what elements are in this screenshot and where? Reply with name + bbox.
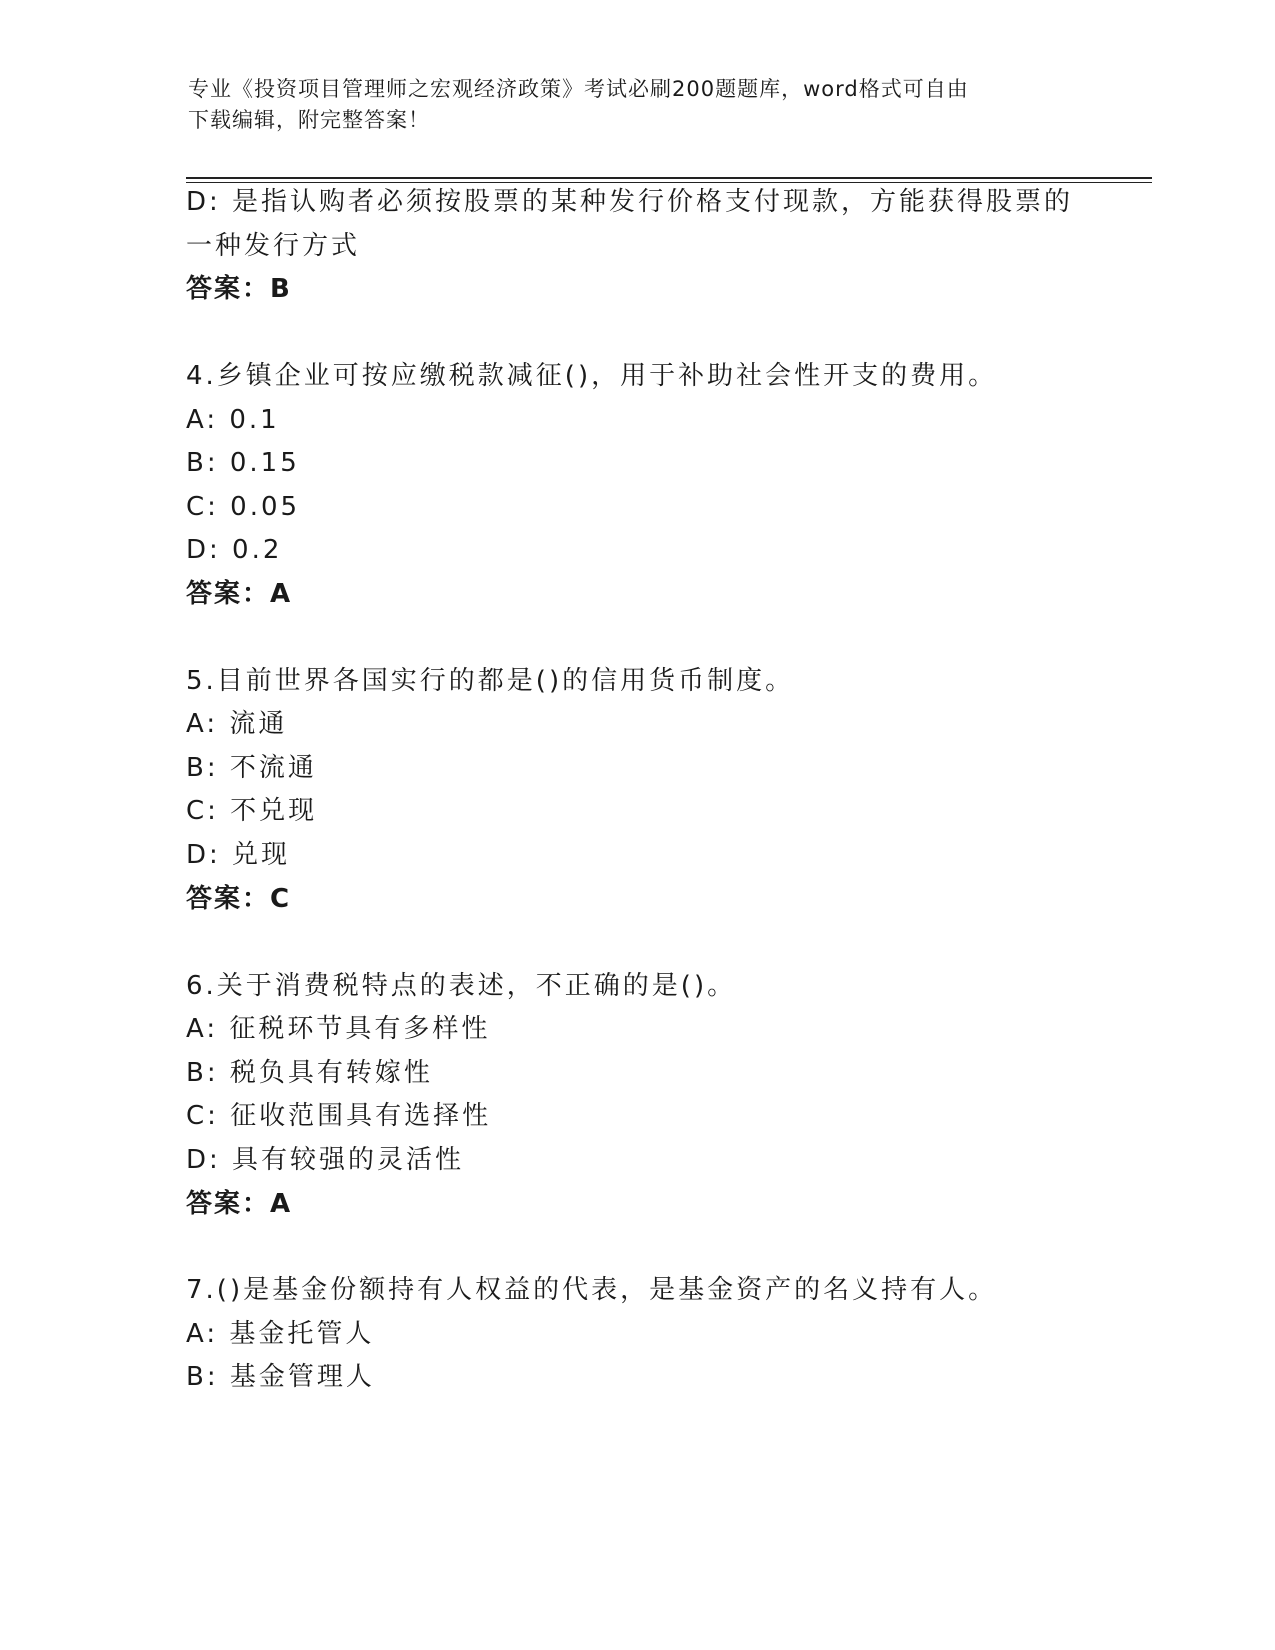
q6-option-a: A: 征税环节具有多样性	[186, 1014, 491, 1044]
q3-option-d-line-2: 一种发行方式	[186, 231, 361, 261]
q7-question: 7.()是基金份额持有人权益的代表，是基金资产的名义持有人。	[186, 1275, 998, 1305]
q4-option-c: C: 0.05	[186, 492, 301, 522]
q4-option-d: D: 0.2	[186, 535, 283, 565]
q5-option-b: B: 不流通	[186, 753, 317, 783]
q5-answer: 答案：C	[186, 884, 292, 914]
q6-option-b: B: 税负具有转嫁性	[186, 1058, 433, 1088]
q6-answer: 答案：A	[186, 1189, 293, 1219]
q4-question: 4.乡镇企业可按应缴税款减征()，用于补助社会性开支的费用。	[186, 361, 998, 391]
q6-option-c: C: 征收范围具有选择性	[186, 1101, 492, 1131]
q5-option-d: D: 兑现	[186, 840, 291, 870]
q7-option-b: B: 基金管理人	[186, 1362, 375, 1392]
q5-option-c: C: 不兑现	[186, 796, 318, 826]
q6-question: 6.关于消费税特点的表述，不正确的是()。	[186, 971, 737, 1001]
header-line-2: 下载编辑，附完整答案！	[188, 108, 430, 132]
header-divider-thin	[186, 182, 1152, 183]
q4-answer: 答案：A	[186, 579, 293, 609]
header-line-1: 专业《投资项目管理师之宏观经济政策》考试必刷200题题库，word格式可自由	[188, 77, 969, 101]
header-divider	[186, 177, 1152, 179]
q5-option-a: A: 流通	[186, 709, 288, 739]
q6-option-d: D: 具有较强的灵活性	[186, 1145, 465, 1175]
q4-option-a: A: 0.1	[186, 405, 280, 435]
q3-answer: 答案：B	[186, 274, 292, 304]
q3-option-d-line-1: D: 是指认购者必须按股票的某种发行价格支付现款，方能获得股票的	[186, 187, 1074, 217]
q7-option-a: A: 基金托管人	[186, 1319, 375, 1349]
document-header	[188, 74, 1088, 136]
q4-option-b: B: 0.15	[186, 448, 300, 478]
q5-question: 5.目前世界各国实行的都是()的信用货币制度。	[186, 666, 795, 696]
